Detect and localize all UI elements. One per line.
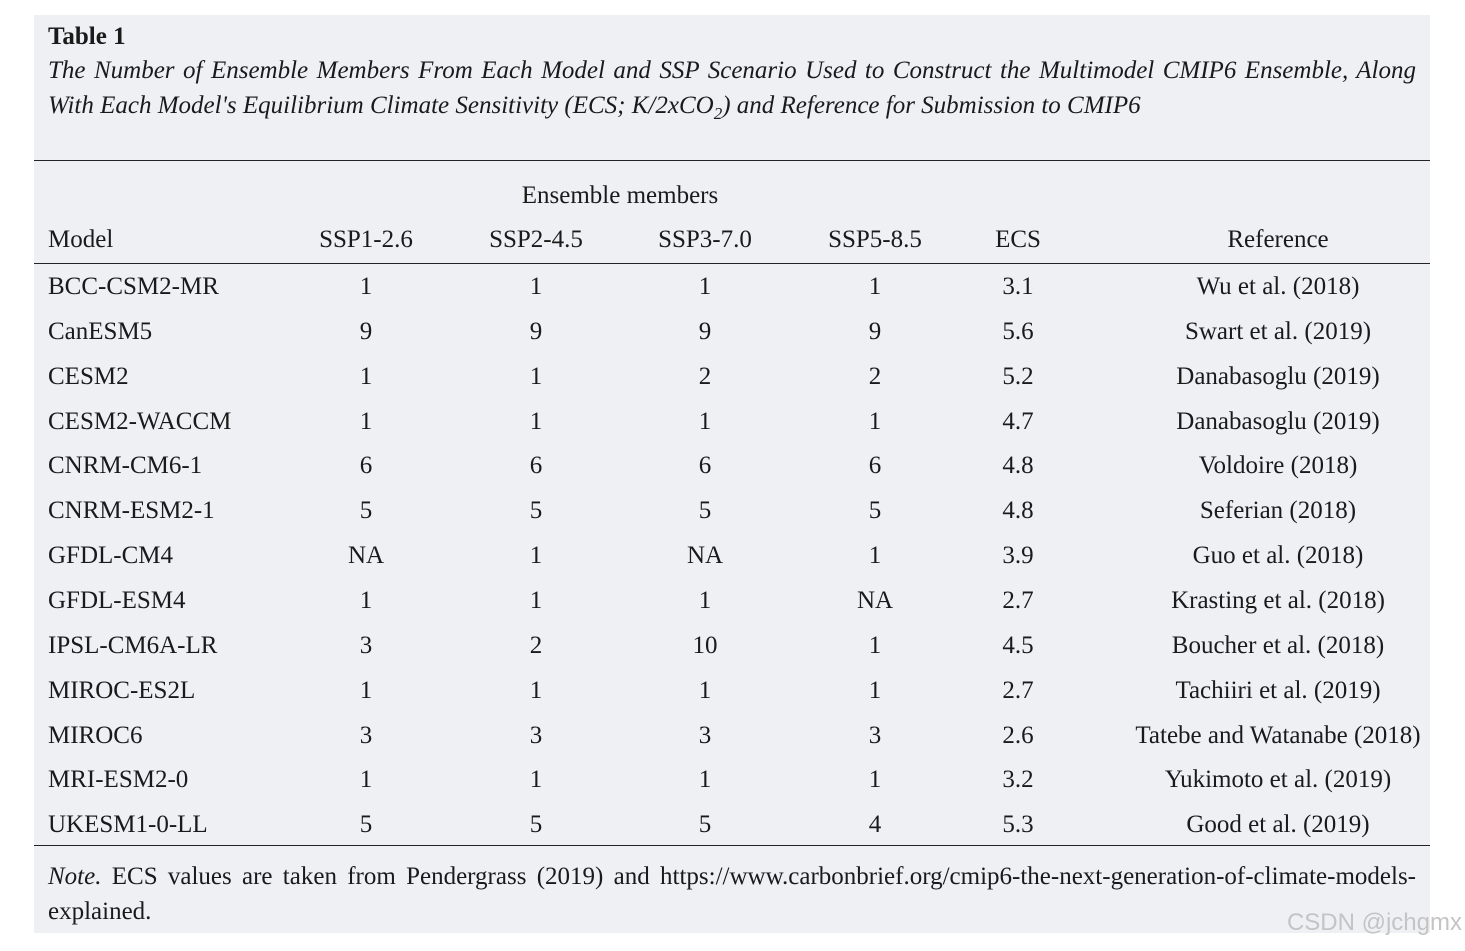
column-header: SSP1-2.6 [319,226,413,253]
ensemble-count-cell: 1 [698,587,712,614]
model-name-cell: GFDL-CM4 [48,542,174,569]
model-name-cell: CNRM-CM6-1 [48,452,203,479]
reference-cell: Good et al. (2019) [1186,811,1370,838]
top-rule [34,160,1430,161]
model-name-cell: MIROC-ES2L [48,677,196,704]
ecs-cell: 4.8 [1002,452,1034,479]
ensemble-count-cell: 1 [698,273,712,300]
reference-cell: Boucher et al. (2018) [1171,632,1385,659]
ensemble-count-cell: 5 [529,811,543,838]
ensemble-count-cell: 10 [692,632,718,659]
ensemble-count-cell: 1 [698,677,712,704]
ensemble-members-header: Ensemble members [521,182,719,209]
reference-cell: Krasting et al. (2018) [1171,587,1385,614]
ecs-cell: 4.8 [1002,497,1034,524]
ecs-cell: 5.3 [1002,811,1034,838]
ensemble-count-cell: 6 [698,452,712,479]
ensemble-count-cell: 1 [868,677,882,704]
ensemble-count-cell: 5 [868,497,882,524]
ensemble-count-cell: 1 [868,632,882,659]
ecs-cell: 3.9 [1002,542,1034,569]
ensemble-count-cell: 4 [868,811,882,838]
bottom-rule [34,845,1430,846]
ensemble-count-cell: 1 [529,766,543,793]
ecs-cell: 4.5 [1002,632,1034,659]
ecs-cell: 2.7 [1002,587,1034,614]
ensemble-count-cell: 1 [868,542,882,569]
reference-cell: Tachiiri et al. (2019) [1175,677,1381,704]
reference-cell: Danabasoglu (2019) [1176,363,1380,390]
table-caption [48,20,1416,123]
ecs-cell: 2.7 [1002,677,1034,704]
caption-subscript: 2 [713,103,723,123]
reference-cell: Tatebe and Watanabe (2018) [1135,722,1421,749]
ensemble-count-cell: NA [347,542,385,569]
caption-text-part-2: ) and Reference for Submission to CMIP6 [722,91,1141,119]
ensemble-count-cell: 6 [529,452,543,479]
header-rule [34,263,1430,264]
ensemble-count-cell: 1 [529,273,543,300]
column-header: Model [48,226,114,253]
ecs-cell: 5.2 [1002,363,1034,390]
ecs-cell: 4.7 [1002,408,1034,435]
ensemble-count-cell: 9 [529,318,543,345]
ensemble-count-cell: 1 [868,408,882,435]
note-text: ECS values are taken from Pendergrass (2019) and https://www.carbonbrief.org/cmip6-the-next-generation-of-climate-models-explained. [48,863,1416,925]
ensemble-count-cell: 3 [868,722,882,749]
ensemble-count-cell: 1 [529,677,543,704]
caption-text-part-1: The Number of Ensemble Members From Each Model and SSP Scenario Used to Construct the Multimodel CMIP6 Ensemble, Along With Each Model's Equilibrium Climate Sensitivity (ECS; K/2xCO [48,57,1416,119]
ensemble-count-cell: 1 [529,587,543,614]
column-header: SSP5-8.5 [828,226,922,253]
ensemble-count-cell: 1 [359,363,373,390]
ensemble-count-cell: 5 [698,497,712,524]
column-header: SSP3-7.0 [658,226,752,253]
ecs-cell: 3.2 [1002,766,1034,793]
model-name-cell: CNRM-ESM2-1 [48,497,215,524]
ecs-cell: 2.6 [1002,722,1034,749]
table-title [48,54,1416,123]
reference-cell: Guo et al. (2018) [1192,542,1364,569]
column-header: ECS [995,226,1041,253]
ecs-cell: 5.6 [1002,318,1034,345]
ensemble-count-cell: 5 [359,811,373,838]
ensemble-count-cell: 2 [698,363,712,390]
ensemble-count-cell: 1 [359,408,373,435]
watermark: CSDN @jchgmx [1286,909,1462,936]
ensemble-count-cell: 6 [359,452,373,479]
ecs-cell: 3.1 [1002,273,1034,300]
model-name-cell: MIROC6 [48,722,143,749]
model-name-cell: GFDL-ESM4 [48,587,186,614]
note-label: Note. [48,863,102,890]
model-name-cell: BCC-CSM2-MR [48,273,219,300]
model-name-cell: IPSL-CM6A-LR [48,632,218,659]
ensemble-count-cell: 5 [359,497,373,524]
ensemble-count-cell: 1 [529,363,543,390]
ensemble-count-cell: 1 [868,766,882,793]
reference-cell: Voldoire (2018) [1198,452,1358,479]
ensemble-count-cell: NA [686,542,724,569]
model-name-cell: MRI-ESM2-0 [48,766,189,793]
ensemble-count-cell: 9 [868,318,882,345]
ensemble-count-cell: 3 [359,632,373,659]
ensemble-count-cell: 1 [529,408,543,435]
ensemble-count-cell: 1 [529,542,543,569]
column-header: SSP2-4.5 [489,226,583,253]
ensemble-count-cell: 1 [359,677,373,704]
ensemble-count-cell: 5 [698,811,712,838]
table-label: Table 1 [48,23,126,50]
ensemble-count-cell: 1 [698,408,712,435]
reference-cell: Wu et al. (2018) [1196,273,1360,300]
ensemble-count-cell: 2 [868,363,882,390]
reference-cell: Yukimoto et al. (2019) [1164,766,1392,793]
column-header: Reference [1227,226,1329,253]
reference-cell: Swart et al. (2019) [1184,318,1372,345]
ensemble-count-cell: 6 [868,452,882,479]
ensemble-count-cell: 5 [529,497,543,524]
ensemble-count-cell: 2 [529,632,543,659]
table-note [48,859,1416,929]
ensemble-count-cell: 1 [698,766,712,793]
ensemble-count-cell: 1 [359,587,373,614]
ensemble-count-cell: 3 [359,722,373,749]
ensemble-count-cell: 1 [868,273,882,300]
reference-cell: Seferian (2018) [1199,497,1357,524]
ensemble-count-cell: 3 [529,722,543,749]
ensemble-count-cell: NA [856,587,894,614]
ensemble-count-cell: 1 [359,766,373,793]
reference-cell: Danabasoglu (2019) [1176,408,1380,435]
ensemble-count-cell: 9 [698,318,712,345]
model-name-cell: CanESM5 [48,318,153,345]
model-name-cell: CESM2-WACCM [48,408,232,435]
model-name-cell: UKESM1-0-LL [48,811,208,838]
ensemble-count-cell: 3 [698,722,712,749]
ensemble-count-cell: 9 [359,318,373,345]
ensemble-count-cell: 1 [359,273,373,300]
model-name-cell: CESM2 [48,363,129,390]
